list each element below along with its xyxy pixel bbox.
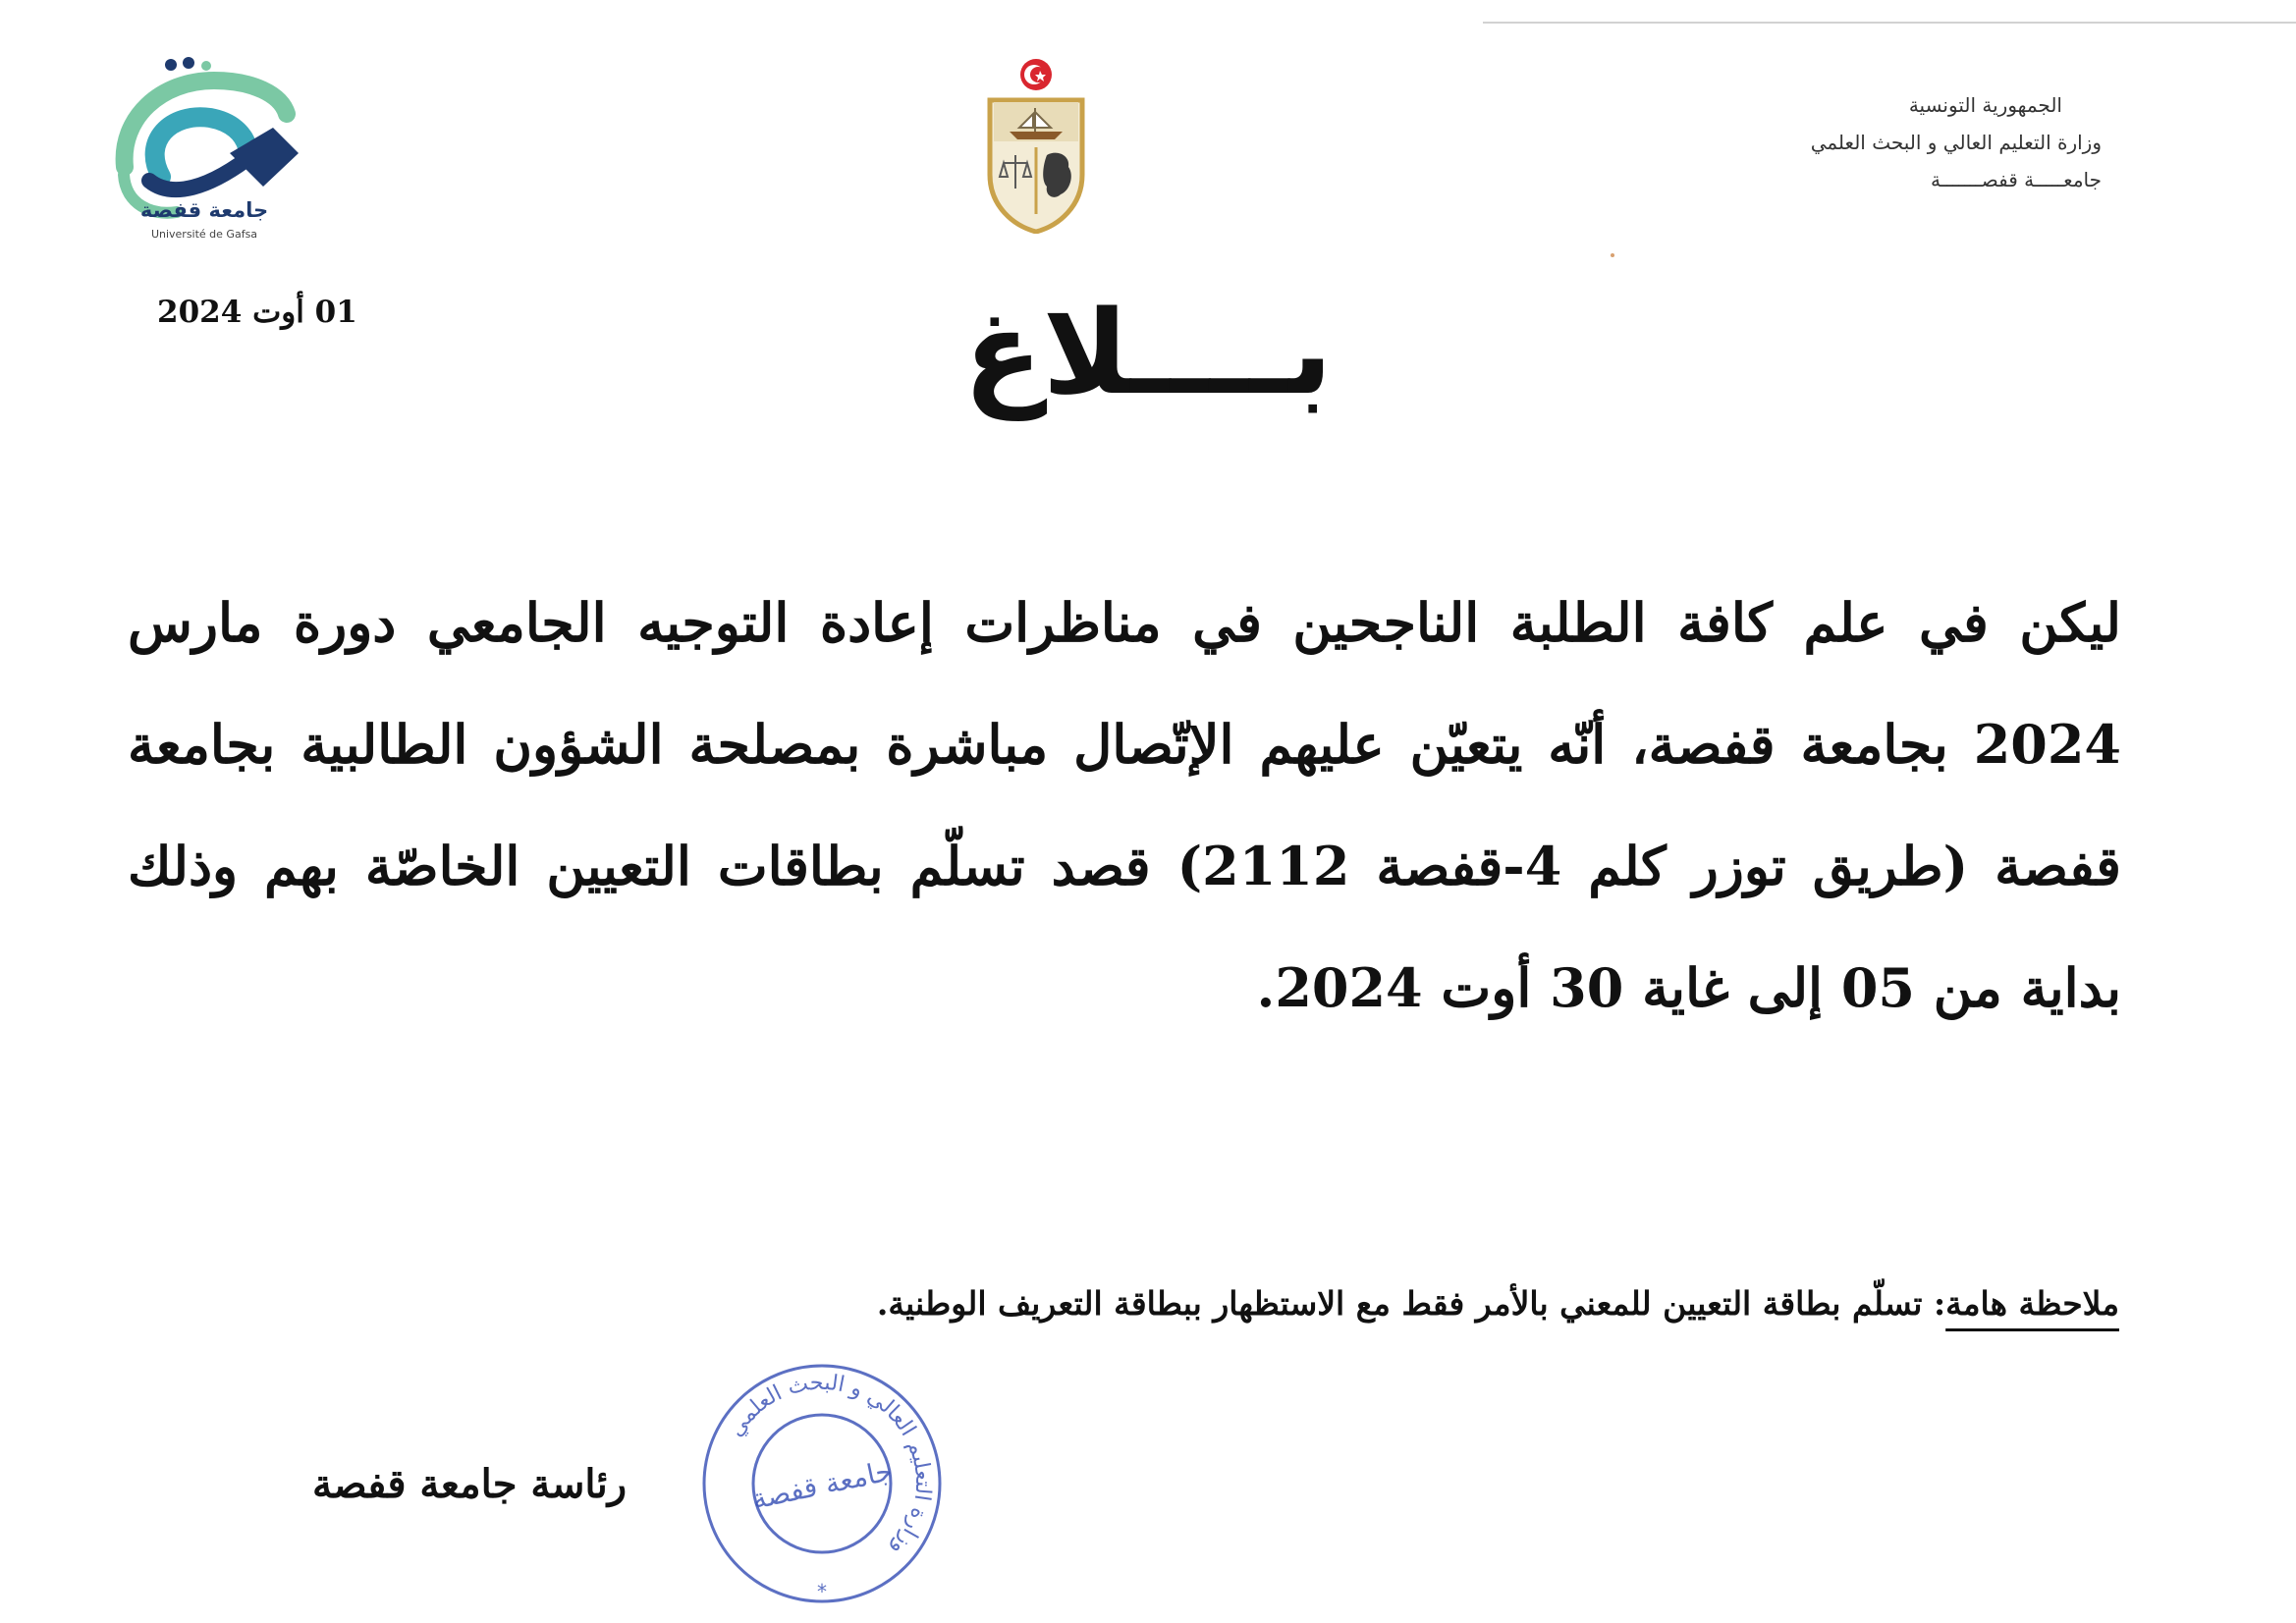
logo-dot-3 [201, 61, 211, 71]
top-rule [1483, 22, 2296, 24]
page-title: بــــلاغ [963, 285, 1333, 420]
document-date: 01 أوت 2024 [157, 295, 357, 330]
stamp-star: * [817, 1580, 827, 1603]
important-note [877, 1284, 2119, 1323]
letterhead-ministry: وزارة التعليم العالي و البحث العلمي [1810, 131, 2102, 154]
stamp-outer-text: وزارة التعليم العالي و البحث العلمي [723, 1370, 936, 1561]
emblem-ship-hull [1010, 132, 1063, 139]
signature-block: رئاسة جامعة قفصة [312, 1461, 628, 1507]
logo-dot-2 [183, 57, 194, 69]
letterhead [1689, 86, 2102, 198]
note-label: ملاحظة هامة [1945, 1284, 2119, 1323]
scan-speck [1611, 253, 1614, 257]
announcement-body: ليكن في علم كافة الطلبة الناجحين في مناظرات إعادة التوجيه الجامعي دورة مارس 2024 بجامعة قفصة، أنّه يتعيّن عليهم الإتّصال مباشرة بمصلحة الشؤون الطالبية بجامعة قفصة (طريق توزر كلم 4-قفصة 2112) قصد تسلّم بطاقات التعيين الخاصّة بهم وذلك بداية من 05 إلى غاية 30 أوت 2024. [128, 591, 2121, 1019]
letterhead-university: جامعـــــة قفصـــــــة [1931, 168, 2102, 191]
university-stamp [695, 1357, 949, 1610]
letterhead-republic: الجمهورية التونسية [1908, 93, 2062, 117]
stamp-inner-text: جامعة قفصة [748, 1454, 896, 1516]
logo-dot-1 [165, 59, 177, 71]
coat-of-arms-emblem [980, 57, 1092, 234]
logo-caption-ar: جامعة قفصة [139, 198, 269, 222]
logo-caption-fr: Université de Gafsa [150, 228, 258, 241]
note-text: : تسلّم بطاقة التعيين للمعني بالأمر فقط مع الاستظهار ببطاقة التعريف الوطنية. [876, 1284, 1946, 1323]
